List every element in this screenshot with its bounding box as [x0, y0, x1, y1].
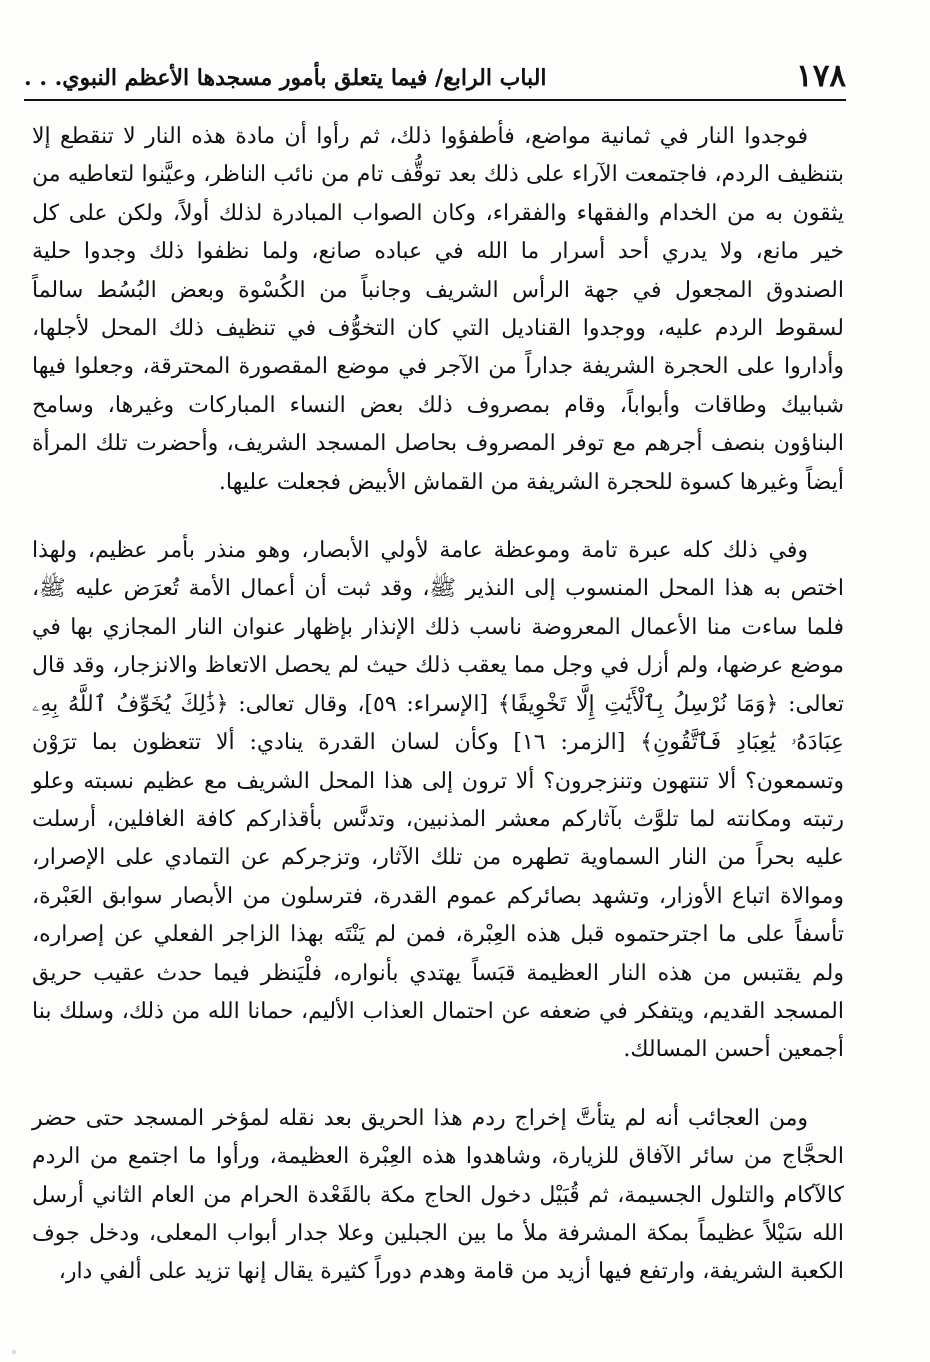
- paragraph-3: ومن العجائب أنه لم يتأتَّ إخراج ردم هذا الحريق بعد نقله لمؤخر المسجد حتى حضر الحجَّاج من سائر الآفاق للزيارة، وشاهدوا هذه العِبْرة العظيمة، ورأوا ما اجتمع من الردم كالآكام والتلول الجسيمة، ثم قُبَيْل دخول الحاج مكة بالقَعْدة الحرام من العام الثاني أرسل الله سَيْلاً عظيماً بمكة المشرفة ملأ ما بين الجبلين وعلا جدار أبواب المعلى، ودخل جوف الكعبة الشريفة، وارتفع فيها أزيد من قامة وهدم دوراً كثيرة يقال إنها تزيد على ألفي دار،: [32, 1105, 844, 1285]
- page-number: ١٧٨: [796, 58, 846, 94]
- paragraph-1: فوجدوا النار في ثمانية مواضع، فأطفؤوا ذلك، ثم رأوا أن مادة هذه النار لا تنقطع إلا بتنظيف الردم، فاجتمعت الآراء على ذلك بعد توقُّف تام من نائب الناظر، وعيَّنوا لتعاطيه من يثقون به من الخدام والفقهاء والفقراء، وكان الصواب المبادرة لذلك أولاً، ولكن على كل خير مانع، ولا يدري أحد أسرار ما الله في عباده صانع، ولما نظفوا ذلك وجدوا حلية الصندوق المجعول في جهة الرأس الشريف وجانباً من الكُسْوة وبعض البُسُط سالماً لسقوط الردم عليه، ووجدوا القناديل التي كان التخوُّف في تنظيف ذلك المحل لأجلها، وأداروا على الحجرة الشريفة جداراً من الآجر في موضع المقصورة المحترقة، وجعلوا فيها شبابيك وطاقات وأبواباً، وقام بمصروف ذلك بعض النساء المباركات وغيرها، وسامح البناؤون بنصف أجرهم مع توفر المصروف بحاصل المسجد الشريف، وأحضرت تلك المرأة أيضاً وغيرها كسوة للحجرة الشريفة من القماش الأبيض فجعلت عليها.: [32, 124, 844, 495]
- paragraph-gap: [32, 1070, 844, 1100]
- running-title: الباب الرابع/ فيما يتعلق بأمور مسجدها الأعظم النبوي. . .: [24, 65, 547, 91]
- page-header: [24, 58, 846, 100]
- scan-speck: [12, 1350, 16, 1354]
- paragraph-gap: [32, 502, 844, 532]
- body-text: [32, 118, 844, 1292]
- header-rule: [24, 99, 846, 101]
- paragraph-2: وفي ذلك كله عبرة تامة وموعظة عامة لأولي الأبصار، وهو منذر بأمر عظيم، ولهذا اختص به هذا المحل المنسوب إلى النذير ﷺ، وقد ثبت أن أعمال الأمة تُعرَض عليه ﷺ، فلما ساءت منا الأعمال المعروضة ناسب ذلك الإنذار بإظهار عنوان النار المجازي بها في موضع عرضها، ولم أزل في وجل مما يعقب ذلك حيث لم يحصل الاتعاظ والانزجار، وقد قال تعالى: ﴿وَمَا نُرْسِلُ بِٱلْأَيَٰتِ إِلَّا تَخْوِيفًا﴾ [الإسراء: ٥٩]، وقال تعالى: ﴿ذَٰلِكَ يُخَوِّفُ ٱللَّهُ بِهِۦ عِبَادَهُۥ يَٰعِبَادِ فَٱتَّقُونِ﴾ [الزمر: ١٦] وكأن لسان القدرة ينادي: ألا تتعظون بما ترَوْن وتسمعون؟ ألا تنتهون وتنزجرون؟ ألا ترون إلى هذا المحل الشريف مع عظيم نسبته وعلو رتبته ومكانته لما تلوَّث بآثاركم معشر المذنبين، وتدنَّس بأقذاركم كافة الغافلين، أرسلت عليه بحراً من النار السماوية تطهره من تلك الآثار، وتزجركم عن التمادي على الإصرار، وموالاة اتباع الأوزار، وتشهد بصائركم عموم القدرة، فترسلون من الأبصار سوابق العَبْرة، تأسفاً على ما اجترحتموه قبل هذه العِبْرة، فمن لم يَنْتَه بهذا الزاجر الفعلي عن إصراره، ولم يقتبس من هذه النار العظيمة قبَساً يهتدي بأنواره، فلْيَنظر فيما حدث عقيب حريق المسجد القديم، ويتفكر في ضعفه عن احتمال العذاب الأليم، حمانا الله من ذلك، وسلك بنا أجمعين أحسن المسالك.: [32, 538, 844, 1063]
